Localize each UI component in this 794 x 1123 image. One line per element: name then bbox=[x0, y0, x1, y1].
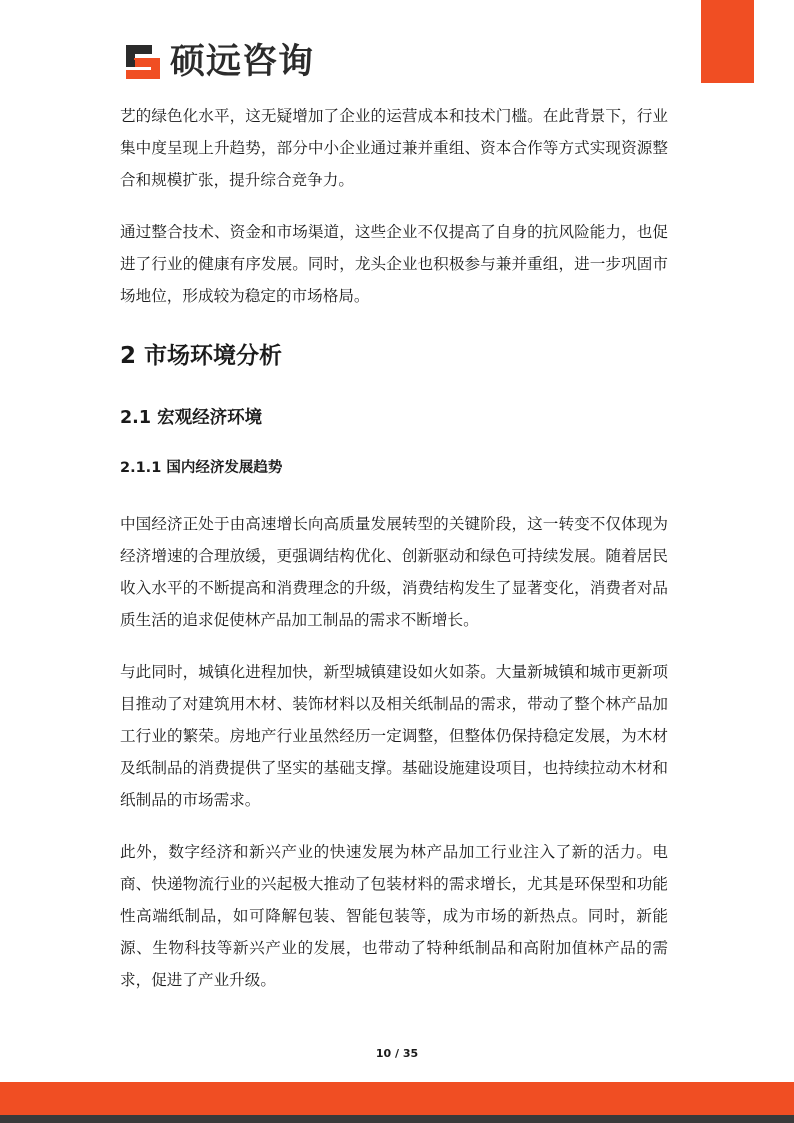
brand-s-mark-icon bbox=[122, 41, 164, 83]
brand-logo bbox=[122, 38, 314, 86]
paragraph: 通过整合技术、资金和市场渠道，这些企业不仅提高了自身的抗风险能力，也促进了行业的健康有序发展。同时，龙头企业也积极参与兼并重组，进一步巩固市场地位，形成较为稳定的市场格局。 bbox=[120, 223, 668, 305]
footer-accent-band bbox=[0, 1082, 794, 1115]
corner-accent-tab bbox=[701, 0, 754, 83]
paragraph: 艺的绿色化水平，这无疑增加了企业的运营成本和技术门槛。在此背景下，行业集中度呈现上升趋势，部分中小企业通过兼并重组、资本合作等方式实现资源整合和规模扩张，提升综合竞争力。 bbox=[120, 107, 668, 189]
paragraph: 此外，数字经济和新兴产业的快速发展为林产品加工行业注入了新的活力。电商、快递物流行业的兴起极大推动了包装材料的需求增长，尤其是环保型和功能性高端纸制品，如可降解包装、智能包装等，成为市场的新热点。同时，新能源、生物科技等新兴产业的发展，也带动了特种纸制品和高附加值林产品的需求，促进了产业升级。 bbox=[120, 843, 668, 989]
paragraph: 与此同时，城镇化进程加快，新型城镇建设如火如荼。大量新城镇和城市更新项目推动了对建筑用木材、装饰材料以及相关纸制品的需求，带动了整个林产品加工行业的繁荣。房地产行业虽然经历一定调整，但整体仍保持稳定发展，为木材及纸制品的消费提供了坚实的基础支撑。基础设施建设项目，也持续拉动木材和纸制品的市场需求。 bbox=[120, 663, 668, 809]
subsection-heading: 2.1 宏观经济环境 bbox=[120, 408, 263, 428]
paragraph: 中国经济正处于由高速增长向高质量发展转型的关键阶段，这一转变不仅体现为经济增速的合理放缓，更强调结构优化、创新驱动和绿色可持续发展。随着居民收入水平的不断提高和消费理念的升级，消费结构发生了显著变化，消费者对品质生活的追求促使林产品加工制品的需求不断增长。 bbox=[120, 515, 668, 629]
page-number: 10 / 35 bbox=[375, 1047, 419, 1060]
brand-name: 硕远咨询 bbox=[170, 42, 315, 82]
document-body bbox=[120, 100, 668, 1016]
subsubsection-heading: 2.1.1 国内经济发展趋势 bbox=[120, 460, 283, 476]
section-heading: 2 市场环境分析 bbox=[120, 343, 283, 369]
footer-dark-band bbox=[0, 1115, 794, 1123]
